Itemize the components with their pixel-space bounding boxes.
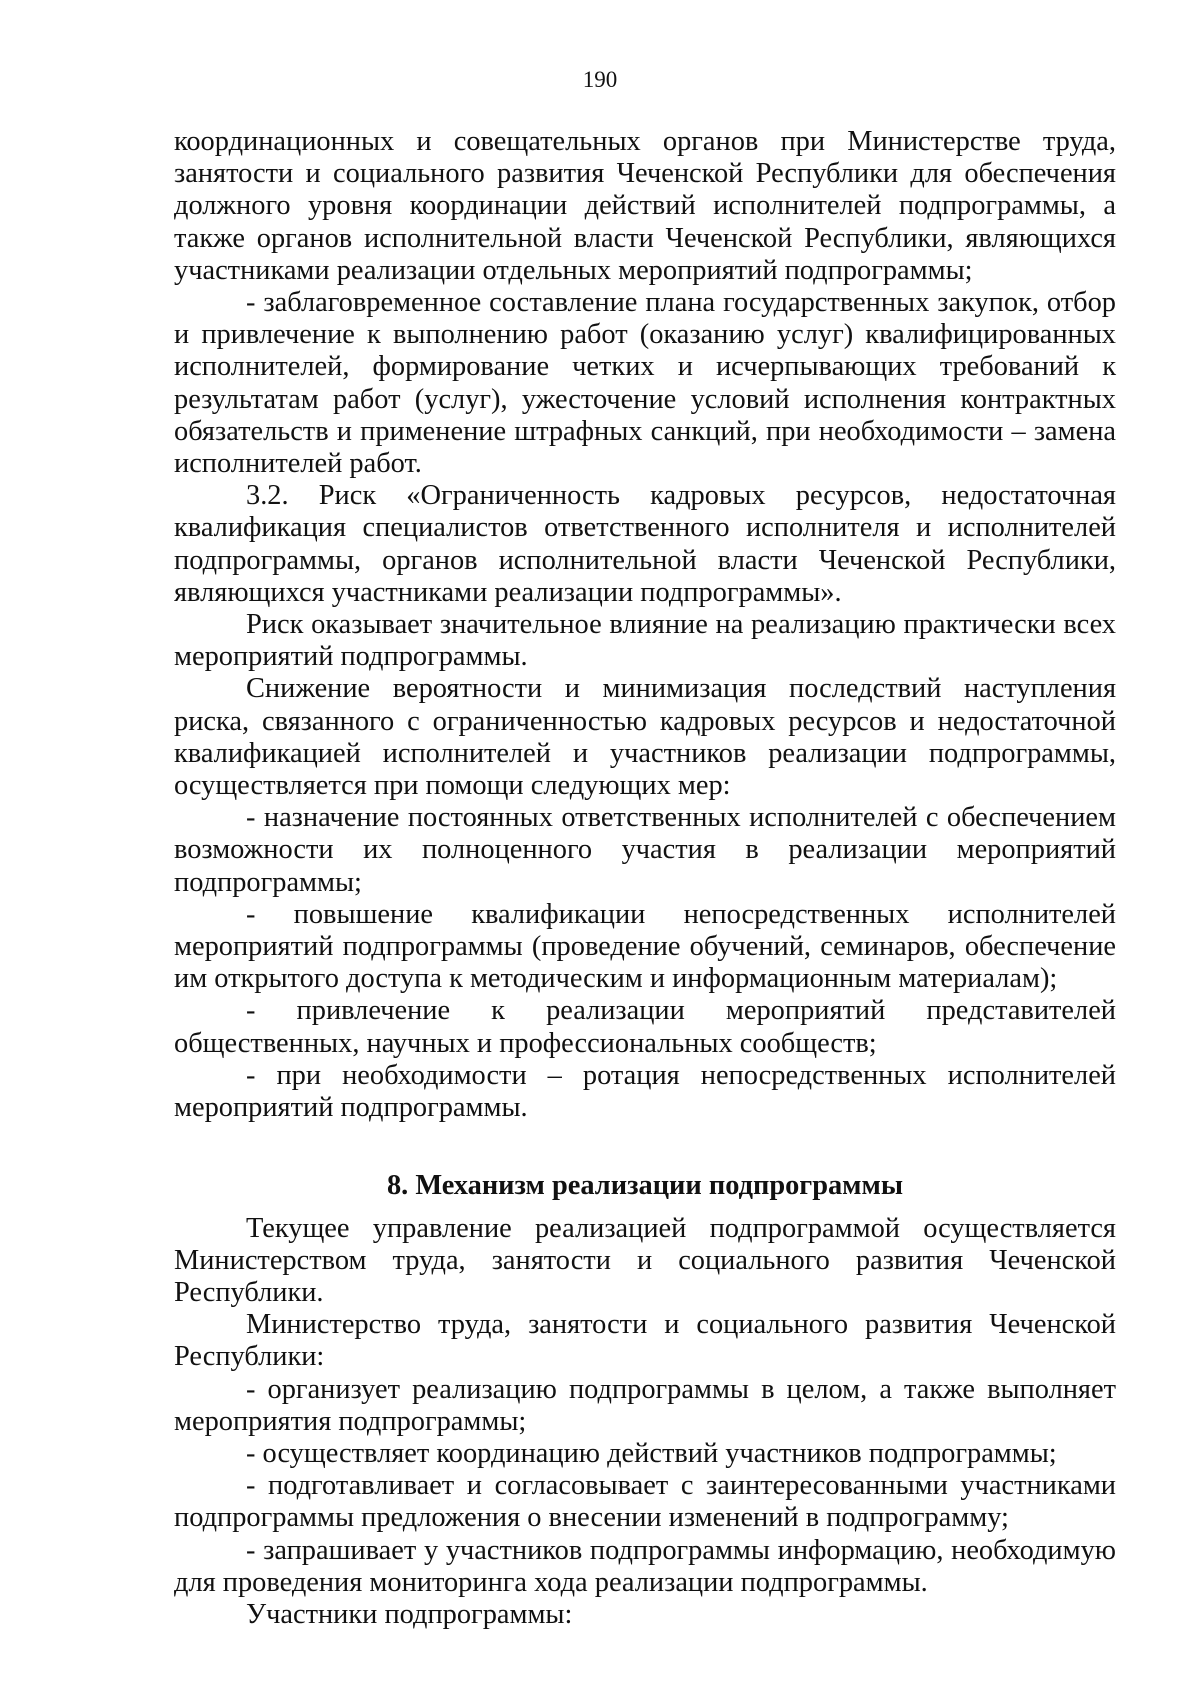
section-heading: 8. Механизм реализации подпрограммы bbox=[386, 1170, 904, 1202]
paragraph: - заблаговременное составление плана государственных закупок, отбор и привлечение к выполнению работ (оказанию услуг) квалифицированных исполнителей, формирование четких и исчерпывающих требований к результатам работ (услуг), ужесточение условий исполнения контрактных обязательств и применение штрафных санкций, при необходимости – замена исполнителей работ. bbox=[174, 287, 1116, 480]
paragraph: Участники подпрограммы: bbox=[246, 1598, 573, 1630]
paragraph: - привлечение к реализации мероприятий представителей общественных, научных и профессиональных сообществ; bbox=[174, 995, 1116, 1059]
paragraph: - организует реализацию подпрограммы в целом, а также выполняет мероприятия подпрограммы; bbox=[174, 1373, 1116, 1437]
paragraph: Текущее управление реализацией подпрограммой осуществляется Министерством труда, занятости и социального развития Чеченской Республики. bbox=[174, 1212, 1116, 1308]
paragraph: Министерство труда, занятости и социального развития Чеченской Республики: bbox=[174, 1309, 1116, 1373]
paragraph: координационных и совещательных органов при Министерстве труда, занятости и социального развития Чеченской Республики для обеспечения должного уровня координации действий исполнителей подпрограммы, а также органов исполнительной власти Чеченской Республики, являющихся участниками реализации отдельных мероприятий подпрограммы; bbox=[174, 126, 1116, 286]
paragraph: Риск оказывает значительное влияние на реализацию практически всех мероприятий подпрограммы. bbox=[174, 609, 1116, 673]
paragraph: - назначение постоянных ответственных исполнителей с обеспечением возможности их полноценного участия в реализации мероприятий подпрограммы; bbox=[174, 802, 1116, 898]
paragraph: - при необходимости – ротация непосредственных исполнителей мероприятий подпрограммы. bbox=[174, 1059, 1116, 1124]
paragraph: - повышение квалификации непосредственных исполнителей мероприятий подпрограммы (проведение обучений, семинаров, обеспечение им открытого доступа к методическим и информационным материалам); bbox=[174, 898, 1116, 995]
paragraph: - подготавливает и согласовывает с заинтересованными участниками подпрограммы предложения о внесении изменений в подпрограмму; bbox=[174, 1470, 1116, 1534]
paragraph: - запрашивает у участников подпрограммы информацию, необходимую для проведения мониторинга хода реализации подпрограммы. bbox=[174, 1534, 1116, 1598]
page-number: 190 bbox=[582, 67, 618, 92]
paragraph: 3.2. Риск «Ограниченность кадровых ресурсов, недостаточная квалификация специалистов ответственного исполнителя и исполнителей подпрограммы, органов исполнительной власти Чеченской Республики, являющихся участниками реализации подпрограммы». bbox=[174, 480, 1116, 608]
document-body bbox=[174, 126, 1116, 1631]
paragraph: Снижение вероятности и минимизация последствий наступления риска, связанного с ограниченностью кадровых ресурсов и недостаточной квалификацией исполнителей и участников реализации подпрограммы, осуществляется при помощи следующих мер: bbox=[174, 673, 1116, 802]
paragraph: - осуществляет координацию действий участников подпрограммы; bbox=[246, 1437, 1057, 1469]
